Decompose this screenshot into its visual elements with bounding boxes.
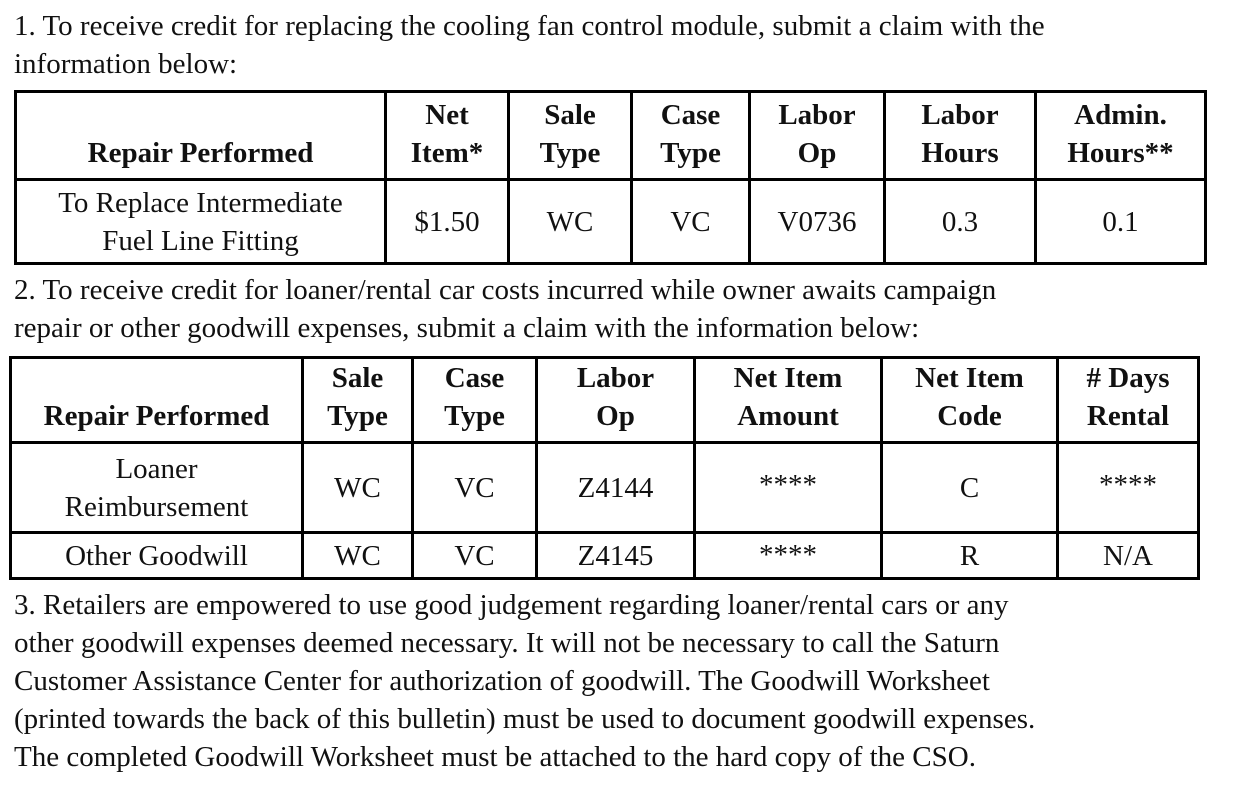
- cell-labor-hours: 0.3: [885, 180, 1036, 264]
- paragraph-1: 1. To receive credit for replacing the cooling fan control module, submit a claim with the information below:: [14, 10, 1045, 80]
- cell-case-type: VC: [632, 180, 750, 264]
- paragraph-3: 3. Retailers are empowered to use good judgement regarding loaner/rental cars or any other goodwill expenses deemed necessary. It will not be necessary to call the Saturn Customer Assistance Center for authorization of goodwill. The Goodwill Worksheet (printed towards the back of this bulletin) must be used to document goodwill expenses. The completed Goodwill Worksheet must be attached to the hard copy of the CSO.: [14, 589, 1036, 773]
- header-labor-hours: Labor Hours: [885, 92, 1036, 180]
- cell-net-item-amount: ****: [695, 443, 882, 533]
- header-repair-performed: Repair Performed: [16, 92, 386, 180]
- header-sale-type: Sale Type: [509, 92, 632, 180]
- cell-labor-op: Z4145: [537, 533, 695, 579]
- goodwill-claim-table: [9, 356, 1200, 580]
- table-header-row: [16, 92, 1206, 180]
- table-row: [11, 443, 1199, 533]
- labor-claim-table: [14, 90, 1207, 265]
- cell-days-rental: N/A: [1058, 533, 1199, 579]
- cell-days-rental: ****: [1058, 443, 1199, 533]
- cell-labor-op: Z4144: [537, 443, 695, 533]
- cell-case-type: VC: [413, 533, 537, 579]
- paragraph-2: 2. To receive credit for loaner/rental car costs incurred while owner awaits campaign repair or other goodwill expenses, submit a claim with the information below:: [14, 274, 997, 344]
- cell-net-item-code: C: [882, 443, 1058, 533]
- cell-repair-performed: Other Goodwill: [11, 533, 303, 579]
- header-case-type: Case Type: [413, 358, 537, 443]
- cell-net-item-amount: ****: [695, 533, 882, 579]
- header-days-rental: # Days Rental: [1058, 358, 1199, 443]
- header-net-item: Net Item*: [386, 92, 509, 180]
- header-labor-op: Labor Op: [537, 358, 695, 443]
- header-labor-op: Labor Op: [750, 92, 885, 180]
- table-row: [11, 533, 1199, 579]
- cell-sale-type: WC: [303, 533, 413, 579]
- header-repair-performed: Repair Performed: [11, 358, 303, 443]
- cell-labor-op: V0736: [750, 180, 885, 264]
- cell-sale-type: WC: [509, 180, 632, 264]
- header-net-item-amount: Net Item Amount: [695, 358, 882, 443]
- cell-net-item-code: R: [882, 533, 1058, 579]
- header-case-type: Case Type: [632, 92, 750, 180]
- cell-repair-performed: Loaner Reimbursement: [11, 443, 303, 533]
- cell-repair-performed: To Replace Intermediate Fuel Line Fitting: [16, 180, 386, 264]
- header-admin-hours: Admin. Hours**: [1036, 92, 1206, 180]
- table-header-row: [11, 358, 1199, 443]
- cell-admin-hours: 0.1: [1036, 180, 1206, 264]
- header-net-item-code: Net Item Code: [882, 358, 1058, 443]
- cell-sale-type: WC: [303, 443, 413, 533]
- cell-case-type: VC: [413, 443, 537, 533]
- cell-net-item: $1.50: [386, 180, 509, 264]
- header-sale-type: Sale Type: [303, 358, 413, 443]
- table-row: [16, 180, 1206, 264]
